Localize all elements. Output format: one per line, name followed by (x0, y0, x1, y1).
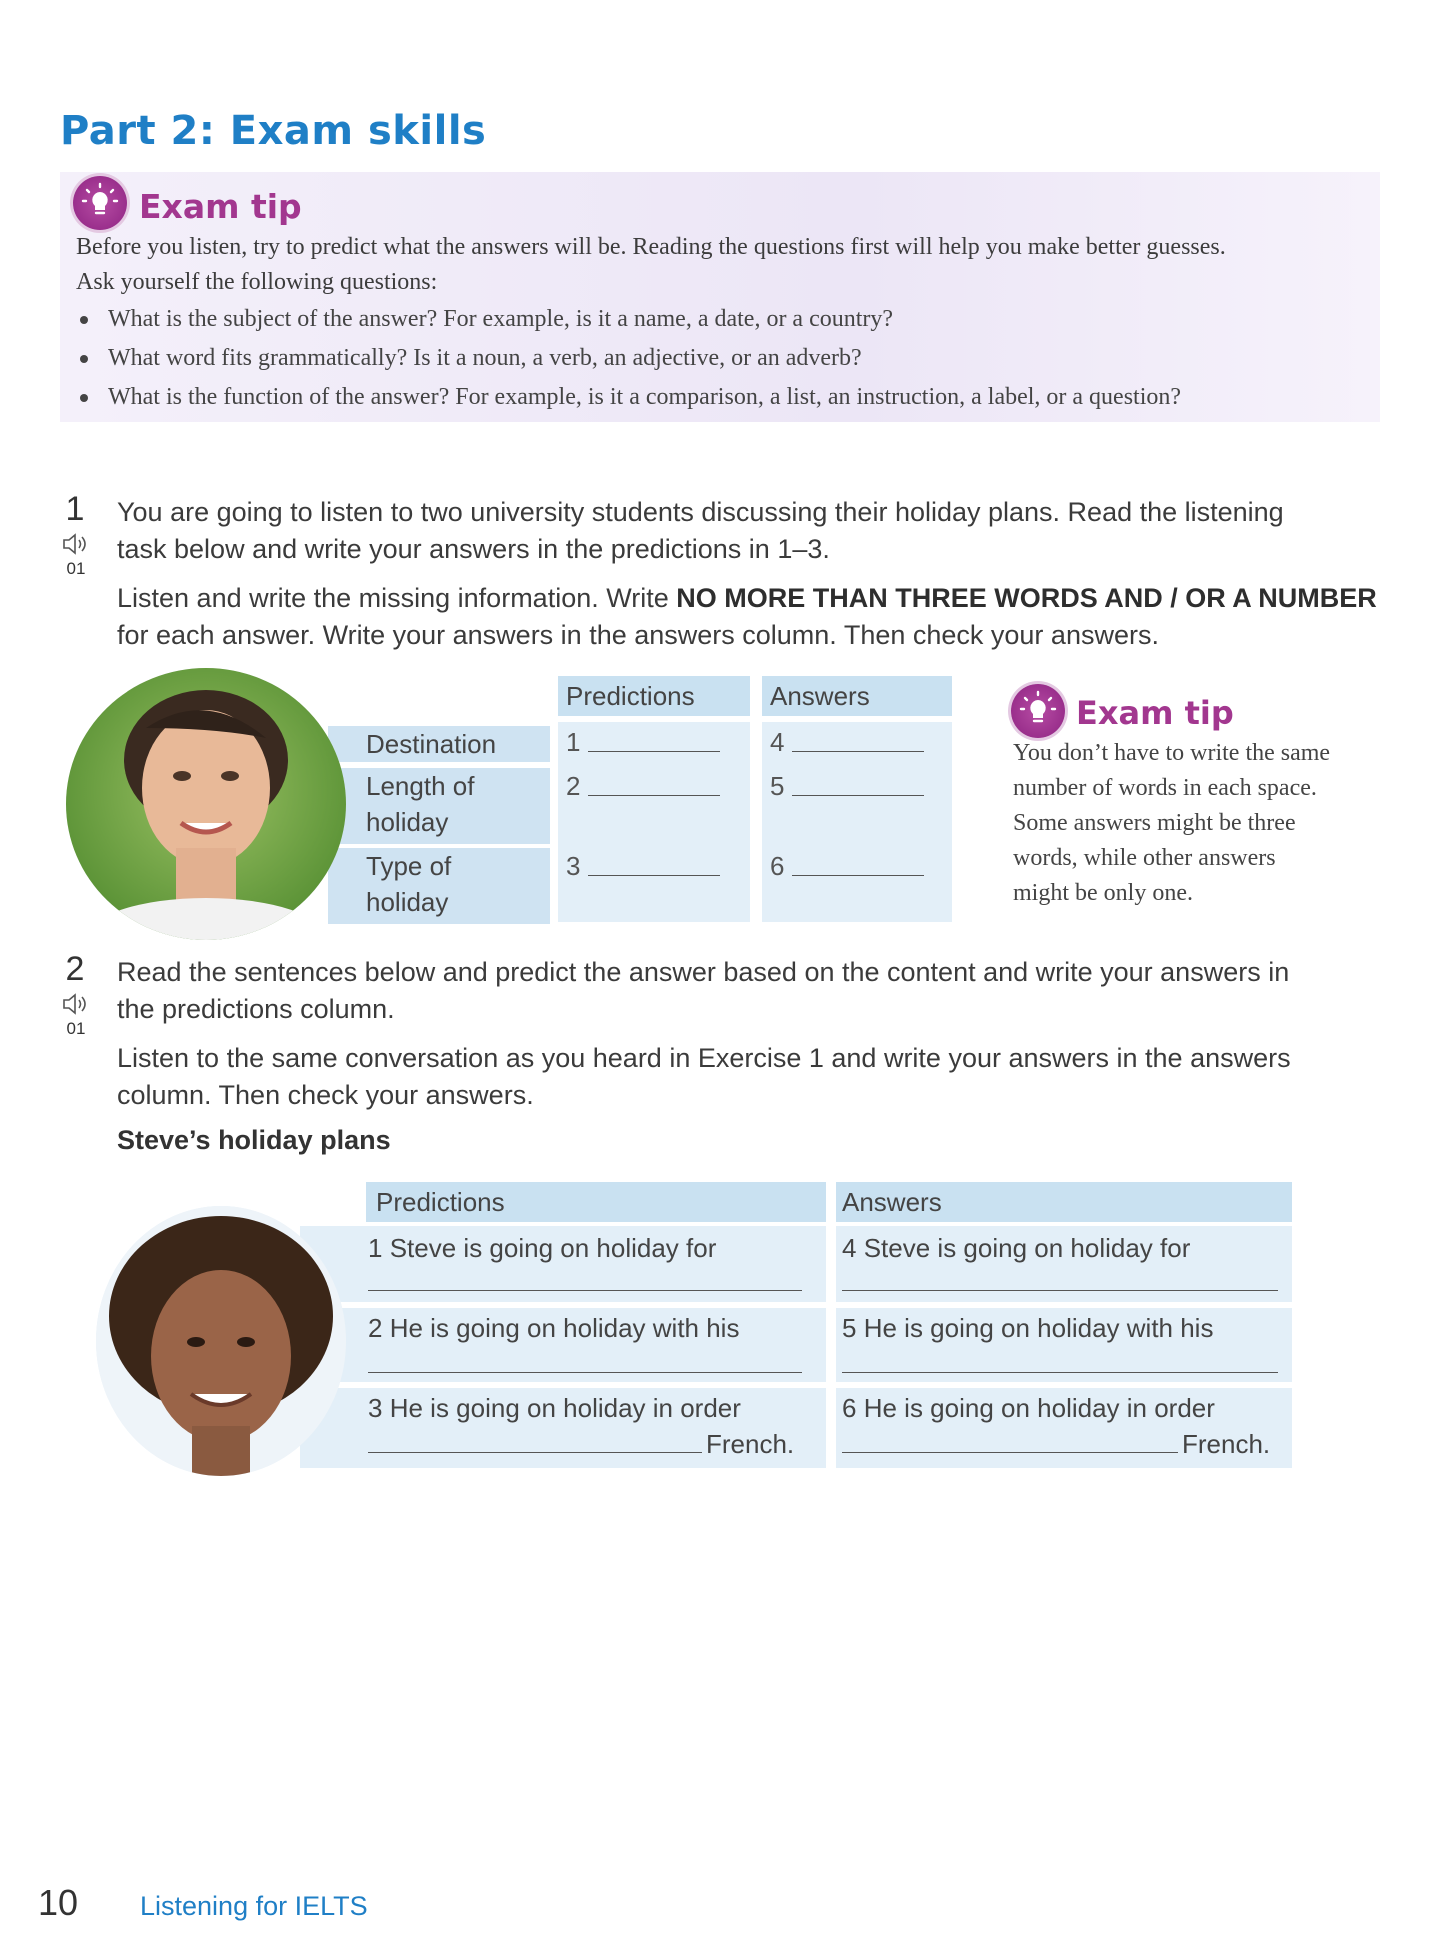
item-text: Steve is going on holiday for (389, 1233, 717, 1263)
row-label-length (328, 768, 550, 844)
lightbulb-icon (1011, 684, 1065, 738)
blank-number: 6 (770, 851, 785, 881)
item-number: 6 (842, 1393, 857, 1423)
book-title: Listening for IELTS (140, 1891, 368, 1921)
item-number: 3 (368, 1393, 383, 1423)
exercise-instructions (117, 494, 1387, 568)
exam-tip-bullet: What is the subject of the answer? For example, is it a name, a date, or a country? (76, 300, 1366, 339)
exam-tip-line: You don’t have to write the same (1013, 740, 1331, 766)
blank-number: 1 (566, 727, 581, 757)
answer-blank[interactable] (588, 875, 720, 876)
row-label-type (328, 848, 550, 924)
blank-number: 4 (770, 727, 785, 757)
item-text: He is going on holiday in order (863, 1393, 1215, 1423)
item-text: He is going on holiday with his (389, 1313, 740, 1343)
instruction-line: Read the sentences below and predict the answer based on the content and write your answers in (117, 957, 1290, 987)
row-label-text: holiday (366, 887, 449, 917)
blank-number: 2 (566, 771, 581, 801)
exam-tip-intro (76, 230, 1366, 300)
exam-tip-intro-line: Ask yourself the following questions: (76, 269, 438, 295)
exam-tip-heading: Exam tip (139, 187, 302, 226)
answer-blank[interactable] (842, 1372, 1278, 1373)
column-header-answers (836, 1182, 1292, 1222)
listen-line: for each answer. Write your answers in the answers column. Then check your answers. (117, 620, 1159, 650)
instruction-line: You are going to listen to two university students discussing their holiday plans. Read the listening (117, 497, 1284, 527)
answer-blank[interactable] (368, 1290, 802, 1291)
page-title: Part 2: Exam skills (60, 108, 487, 154)
blank-number: 5 (770, 771, 785, 801)
blank-number: 3 (566, 851, 581, 881)
exam-tip-line: words, while other answers (1013, 845, 1276, 871)
audio-track[interactable] (58, 532, 94, 579)
exam-tip-bullet: What word fits grammatically? Is it a noun, a verb, an adjective, or an adverb? (76, 339, 1366, 378)
column-header-answers (762, 676, 952, 716)
row-label-destination (328, 726, 550, 762)
answers-column (762, 722, 952, 922)
answer-blank[interactable] (368, 1372, 802, 1373)
row-divider (300, 1382, 1292, 1388)
answer-blank[interactable] (842, 1290, 1278, 1291)
exam-tip-line: number of words in each space. (1013, 775, 1317, 801)
answer-blank[interactable] (588, 751, 720, 752)
listen-line: Listen to the same conversation as you heard in Exercise 1 and write your answers in the answers (117, 1043, 1291, 1073)
column-header-text: Answers (770, 681, 870, 711)
answer-blank[interactable] (792, 875, 924, 876)
exam-tip-line: might be only one. (1013, 880, 1193, 906)
exercise-number: 1 (65, 490, 85, 528)
answer-sentence (842, 1310, 1213, 1346)
table-title: Steve’s holiday plans (117, 1125, 391, 1155)
prediction-sentence (368, 1230, 716, 1266)
exam-tip-line: Some answers might be three (1013, 810, 1296, 836)
answer-sentence (842, 1390, 1215, 1426)
item-number: 2 (368, 1313, 383, 1343)
item-number: 5 (842, 1313, 857, 1343)
exam-tip-intro-line: Before you listen, try to predict what the answers will be. Reading the questions first will help you make better guesses. (76, 234, 1226, 260)
listen-instructions (117, 580, 1387, 654)
row-label-text: Length of (366, 771, 475, 801)
exam-tip-heading: Exam tip (1076, 694, 1234, 732)
column-header-predictions (366, 1182, 826, 1222)
column-divider (826, 1182, 836, 1472)
listen-line: column. Then check your answers. (117, 1080, 534, 1110)
answer-sentence (842, 1230, 1190, 1266)
listen-line-text: Listen and write the missing information. Write (117, 583, 677, 613)
item-number: 1 (368, 1233, 383, 1263)
student-photo-man (96, 1206, 346, 1476)
answer-blank[interactable] (792, 751, 924, 752)
row-divider (300, 1302, 1292, 1308)
listen-line-emphasis: NO MORE THAN THREE WORDS AND / OR A NUMBER (676, 583, 1377, 613)
item-text: He is going on holiday in order (389, 1393, 741, 1423)
prediction-sentence (368, 1390, 741, 1426)
answer-blank[interactable] (588, 795, 720, 796)
row-label-text: Destination (366, 729, 497, 759)
sentence-suffix: French. (706, 1429, 795, 1459)
student-photo-woman (66, 668, 346, 940)
audio-track-number: 01 (66, 559, 86, 578)
audio-track-number: 01 (66, 1019, 86, 1038)
instruction-line: the predictions column. (117, 994, 395, 1024)
page-number: 10 (38, 1882, 79, 1923)
exercise-number: 2 (65, 950, 85, 988)
listen-line (117, 580, 1387, 617)
prediction-sentence (368, 1310, 739, 1346)
speaker-icon (61, 992, 91, 1016)
exam-tip-2-body (1013, 736, 1383, 911)
answer-blank[interactable] (792, 795, 924, 796)
row-label-text: Type of (366, 851, 452, 881)
speaker-icon (61, 532, 91, 556)
instruction-line: task below and write your answers in the predictions in 1–3. (117, 534, 830, 564)
column-header-text: Predictions (376, 1187, 505, 1217)
audio-track[interactable] (58, 992, 94, 1039)
item-text: Steve is going on holiday for (863, 1233, 1191, 1263)
answer-blank[interactable] (368, 1452, 702, 1453)
column-header-predictions (558, 676, 750, 716)
item-text: He is going on holiday with his (863, 1313, 1214, 1343)
item-number: 4 (842, 1233, 857, 1263)
answer-blank[interactable] (842, 1452, 1178, 1453)
column-header-text: Answers (842, 1187, 942, 1217)
listen-instructions (117, 1040, 1387, 1114)
exam-tip-bullet-list (76, 300, 1366, 417)
sentence-suffix: French. (1182, 1429, 1271, 1459)
lightbulb-icon (73, 176, 127, 230)
column-header-text: Predictions (566, 681, 695, 711)
exercise-instructions (117, 954, 1387, 1028)
predictions-column (558, 722, 750, 922)
row-label-text: holiday (366, 807, 449, 837)
exam-tip-bullet: What is the function of the answer? For example, is it a comparison, a list, an instruction, a label, or a question? (76, 378, 1366, 417)
